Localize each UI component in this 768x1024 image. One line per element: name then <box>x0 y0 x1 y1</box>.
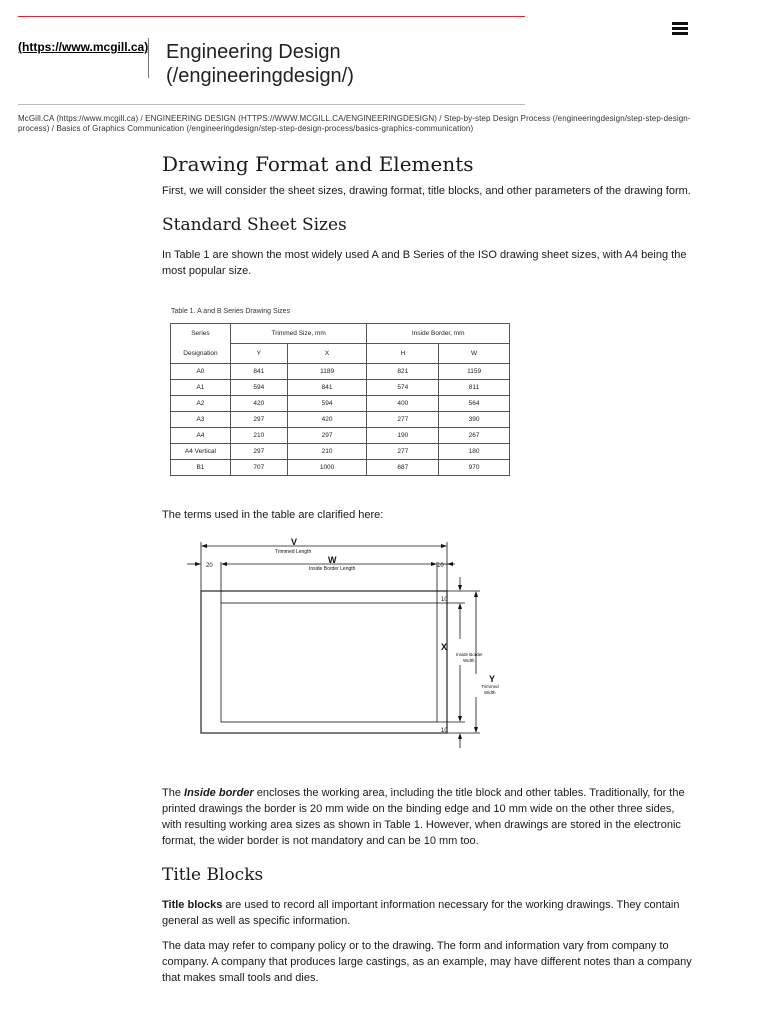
table-cell-inside-w: 811 <box>439 380 510 396</box>
section-heading-title-blocks: Title Blocks <box>162 865 264 885</box>
table-cell-trimmed-x: 841 <box>287 380 367 396</box>
header-top-rule <box>18 16 525 17</box>
diagram-v-caption: Trimmed Length <box>275 549 312 555</box>
terms-paragraph: The terms used in the table are clarified here: <box>162 509 384 521</box>
table-cell-trimmed-y: 420 <box>230 396 287 412</box>
table-cell-inside-w: 970 <box>439 460 510 476</box>
table-subheader-h: H <box>367 344 439 364</box>
diagram-w-caption: Inside Border Length <box>309 566 356 572</box>
diagram-x-caption-1: Inside Border <box>456 652 483 657</box>
table-row <box>171 460 510 476</box>
article <box>162 150 697 279</box>
table-cell-trimmed-x: 210 <box>287 444 367 460</box>
inside-border-outline <box>221 603 437 722</box>
inside-border-paragraph: The Inside border encloses the working area, including the title block and other tables. Traditionally, for the printed drawings the border is 20 mm wide on the binding edge and 10 mm wide on the other three sides, with resulting working area sizes as shown in Table 1. However, when drawings are stored in the electronic format, the wider border is not mandatory and can be 10 mm too. <box>162 787 685 847</box>
diagram-x-letter: X <box>441 642 448 652</box>
table-cell-inside-h: 821 <box>367 364 439 380</box>
table-cell-inside-h: 190 <box>367 428 439 444</box>
site-title-line1: Engineering Design <box>166 41 341 63</box>
mcgill-home-link[interactable]: (https://www.mcgill.ca) <box>18 40 149 54</box>
diagram-w-letter: W <box>328 555 337 565</box>
table-cell-designation: A3 <box>171 412 231 428</box>
table-row <box>171 396 510 412</box>
table-cell-inside-w: 564 <box>439 396 510 412</box>
table-cell-designation: A4 Vertical <box>171 444 231 460</box>
data-paragraph: The data may refer to company policy or to the drawing. The form and information vary from company to company. A company that produces large castings, as an example, may have different notes than a company that makes small tools and dies. <box>162 940 692 984</box>
breadcrumb[interactable]: McGill.CA (https://www.mcgill.ca) / ENGINEERING DESIGN (HTTPS://WWW.MCGILL.CA/ENGINEERINGDESIGN) / Step-by-step Design Process (/engineeringdesign/step-step-design-process) / Basics of Graphics Communication (/engineeringdesign/step-step-design-process/basics-graphics-communication) <box>18 114 691 133</box>
table-cell-trimmed-y: 707 <box>230 460 287 476</box>
table-cell-trimmed-x: 420 <box>287 412 367 428</box>
header-bottom-rule <box>18 104 525 105</box>
table-cell-trimmed-x: 1000 <box>287 460 367 476</box>
table-row <box>171 380 510 396</box>
article-lower <box>162 785 697 986</box>
table-cell-inside-h: 687 <box>367 460 439 476</box>
table-cell-inside-h: 574 <box>367 380 439 396</box>
site-title-link[interactable] <box>166 40 354 88</box>
table-cell-trimmed-x: 594 <box>287 396 367 412</box>
table-cell-trimmed-y: 297 <box>230 412 287 428</box>
page-title: Drawing Format and Elements <box>162 152 474 176</box>
intro-paragraph: First, we will consider the sheet sizes, drawing format, title blocks, and other parameters of the drawing form. <box>162 185 691 197</box>
diagram-y-letter: Y <box>489 674 496 684</box>
diagram-x-caption-2: Width <box>463 658 475 663</box>
table-row <box>171 364 510 380</box>
title-blocks-paragraph: Title blocks are used to record all important information necessary for the working drawings. They contain general as well as specific information. <box>162 899 680 927</box>
table-cell-designation: A0 <box>171 364 231 380</box>
diagram-top-margin: 10 <box>441 597 448 603</box>
table-cell-designation: A1 <box>171 380 231 396</box>
table-header-inside: Inside Border, mm <box>367 324 510 344</box>
table-cell-inside-h: 400 <box>367 396 439 412</box>
diagram-v-letter: V <box>291 537 298 547</box>
site-title-line2: (/engineeringdesign/) <box>166 65 354 87</box>
table-cell-trimmed-y: 841 <box>230 364 287 380</box>
header-separator <box>148 38 149 78</box>
table-cell-trimmed-x: 297 <box>287 428 367 444</box>
table-row <box>171 428 510 444</box>
table-cell-trimmed-x: 1189 <box>287 364 367 380</box>
sheet-sizes-paragraph: In Table 1 are shown the most widely used A and B Series of the ISO drawing sheet sizes, with A4 being the most popular size. <box>162 249 687 277</box>
diagram-right-margin: 10 <box>437 563 444 569</box>
table-cell-trimmed-y: 297 <box>230 444 287 460</box>
table-cell-designation: A2 <box>171 396 231 412</box>
table-cell-inside-h: 277 <box>367 412 439 428</box>
trimmed-sheet-outline <box>201 591 447 733</box>
title-blocks-term: Title blocks <box>162 899 223 911</box>
table-cell-inside-w: 1159 <box>439 364 510 380</box>
table-cell-inside-w: 390 <box>439 412 510 428</box>
table-caption: Table 1. A and B Series Drawing Sizes <box>171 308 291 315</box>
diagram-left-margin: 20 <box>206 563 213 569</box>
table-subheader-x: X <box>287 344 367 364</box>
menu-icon[interactable] <box>672 22 688 35</box>
table-header-trimmed: Trimmed Size, mm <box>230 324 367 344</box>
section-heading-sheet-sizes: Standard Sheet Sizes <box>162 215 347 235</box>
table-cell-trimmed-y: 594 <box>230 380 287 396</box>
table-row <box>171 412 510 428</box>
table-subheader-w: W <box>439 344 510 364</box>
table-cell-designation: A4 <box>171 428 231 444</box>
table-header-series: Series <box>171 324 231 344</box>
table-cell-designation: B1 <box>171 460 231 476</box>
table-cell-inside-h: 277 <box>367 444 439 460</box>
sheet-size-table <box>170 323 510 476</box>
diagram-y-caption-2: Width <box>484 690 496 695</box>
table-cell-inside-w: 180 <box>439 444 510 460</box>
table-header-designation: Designation <box>171 344 231 364</box>
diagram-bottom-margin: 10 <box>441 728 448 734</box>
diagram-y-caption-1: Trimmed <box>481 684 499 689</box>
table-cell-inside-w: 267 <box>439 428 510 444</box>
inside-border-term: Inside border <box>184 787 254 799</box>
table-row <box>171 444 510 460</box>
table-subheader-y: Y <box>230 344 287 364</box>
table-cell-trimmed-y: 210 <box>230 428 287 444</box>
sheet-terms-diagram <box>175 532 515 756</box>
